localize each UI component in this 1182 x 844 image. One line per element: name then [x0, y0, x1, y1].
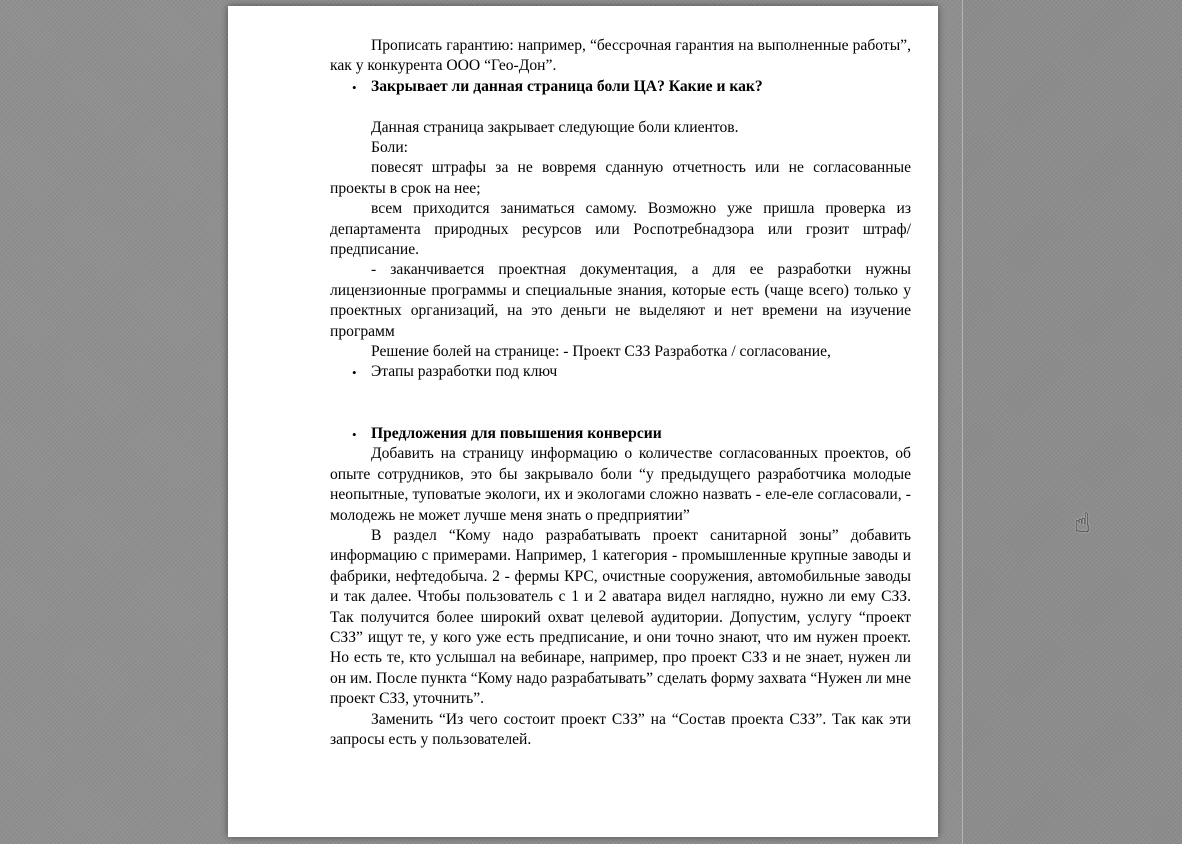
bullet-item-label: Закрывает ли данная страница боли ЦА? Какие и как? — [371, 77, 763, 95]
paragraph: Данная страница закрывает следующие боли клиентов. — [371, 118, 739, 136]
bullet-item-label: Предложения для повышения конверсии — [371, 424, 662, 442]
hand-cursor-icon: ☝ — [1074, 508, 1091, 539]
bullet-icon: • — [352, 426, 357, 442]
window-right-gutter — [962, 0, 1182, 844]
bullet-list-item — [330, 77, 911, 97]
paragraph: повесят штрафы за не вовремя сданную отчетность или не согласованные проекты в срок на нее; — [330, 159, 911, 197]
document-page[interactable] — [228, 6, 938, 837]
bullet-icon: • — [352, 365, 357, 381]
paragraph: Прописать гарантию: например, “бессрочная гарантия на выполненные работы”, как у конкурента ООО “Гео-Дон”. — [330, 37, 911, 75]
document-text-block — [330, 36, 911, 750]
paragraph: Заменить “Из чего состоит проект СЗЗ” на “Состав проекта СЗЗ”. Так как эти запросы есть у пользователей. — [330, 710, 911, 748]
paragraph: всем приходится заниматься самому. Возможно уже пришла проверка из департамента природных ресурсов или Роспотребнадзора или грозит штраф/предписание. — [330, 200, 911, 259]
paragraph: - заканчивается проектная документация, а для ее разработки нужны лицензионные программы и специальные знания, которые есть (чаще всего) только у проектных организаций, на это деньги не выделяют и нет времени на изучение программ — [330, 261, 911, 340]
bullet-item-label: Этапы разработки под ключ — [371, 363, 558, 381]
bullet-icon: • — [352, 79, 357, 95]
bullet-list-item — [330, 362, 911, 382]
bullet-list-item — [330, 424, 911, 444]
paragraph: В раздел “Кому надо разрабатывать проект санитарной зоны” добавить информацию с примерами. Например, 1 категория - промышленные крупные заводы и фабрики, нефтедобыча. 2 - фермы КРС, очистные сооружения, автомобильные заводы и так далее. Чтобы пользователь с 1 и 2 аватара видел наглядно, нужно ли ему СЗЗ. Так получится более широкий охват целевой аудитории. Допустим, услугу “проект СЗЗ” ищут те, у кого уже есть предписание, и они точно знают, что им нужен проект. Но есть те, кто услышал на вебинаре, например, про проект СЗЗ и не знает, нужен ли он им. После пункта “Кому надо разрабатывать” сделать форму захвата “Нужен ли мне проект СЗЗ, уточнить”. — [330, 526, 911, 708]
paragraph: Боли: — [371, 139, 409, 157]
paragraph: Решение болей на странице: - Проект СЗЗ Разработка / согласование, — [371, 343, 831, 361]
paragraph: Добавить на страницу информацию о количестве согласованных проектов, об опыте сотрудников, это бы закрывало боли “у предыдущего разработчика молодые неопытные, туповатые экологи, их и экологами сложно назвать - еле-еле согласовали, - молодежь не может лучше меня знать о предприятии” — [330, 445, 911, 524]
